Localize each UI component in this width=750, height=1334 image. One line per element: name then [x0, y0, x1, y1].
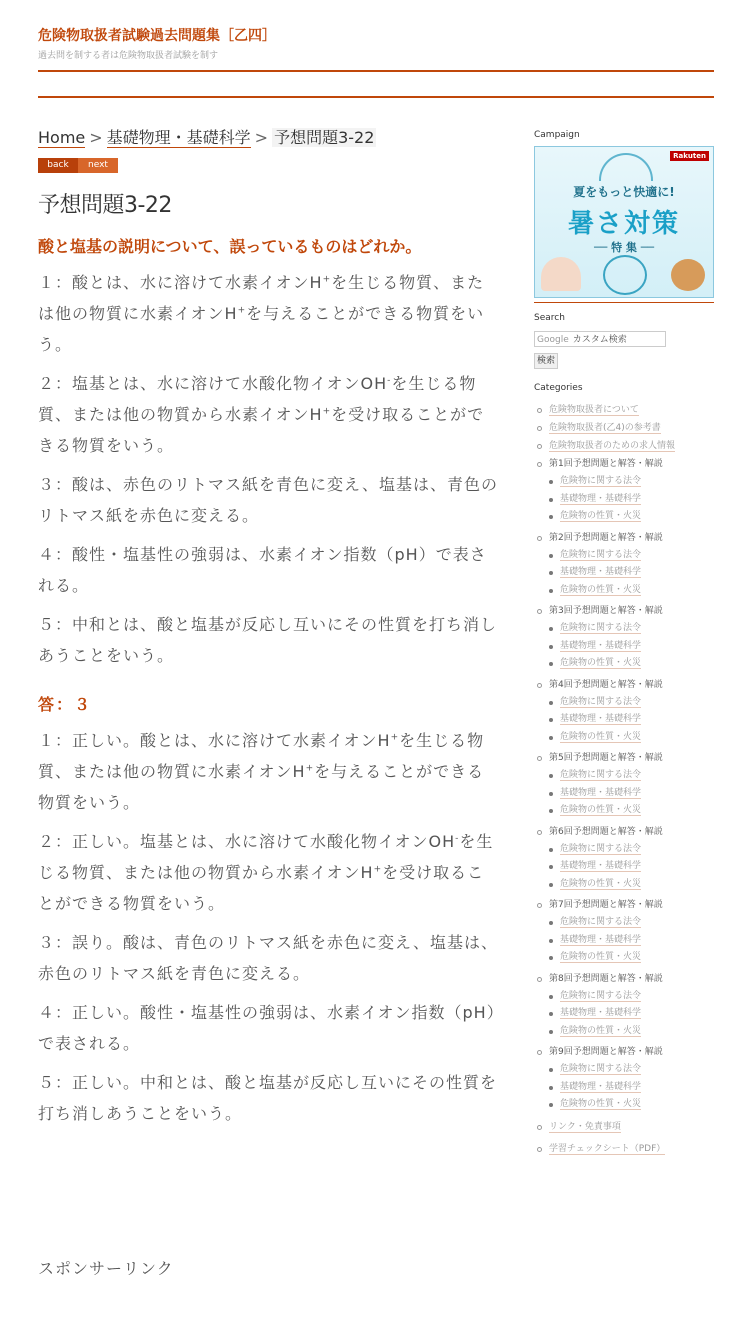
- category-link[interactable]: [534, 419, 716, 437]
- subcategory-list: [549, 1061, 716, 1114]
- subcategory-list: [549, 694, 716, 747]
- superscript: -: [387, 375, 392, 386]
- explanation-4: [38, 997, 498, 1059]
- subcategory-label: 危険物に関する法令: [560, 990, 642, 1001]
- widget-divider: [534, 302, 714, 303]
- choice-text: １：酸とは、水に溶けて水素イオンH: [38, 273, 323, 292]
- category-group-label[interactable]: 第6回予想問題と解答・解説: [549, 826, 663, 837]
- explanation-text: ３：誤り。酸は、青色のリトマス紙を赤色に変え、塩基は、赤色のリトマス紙を青色に変える。: [38, 933, 498, 983]
- explanation-2: [38, 826, 498, 919]
- header-divider: [38, 70, 714, 72]
- subcategory-label: 基礎物理・基礎科学: [560, 493, 642, 504]
- subcategory-label: 危険物の性質・火災: [560, 584, 642, 595]
- subcategory-link[interactable]: [534, 767, 716, 785]
- bear-icon: [603, 255, 647, 295]
- superscript: +: [322, 274, 332, 285]
- question-text: 酸と塩基の説明について、誤っているものはどれか。: [38, 237, 422, 256]
- subcategory-link[interactable]: [534, 932, 716, 950]
- breadcrumb-separator: >: [254, 128, 269, 147]
- subcategory-label: 基礎物理・基礎科学: [560, 1008, 642, 1018]
- subcategory-link[interactable]: [534, 711, 716, 729]
- subcategory-link[interactable]: [534, 858, 716, 876]
- category-link-label: リンク・免責事項: [549, 1121, 621, 1132]
- category-link[interactable]: [534, 401, 716, 419]
- answer-label: 答：３: [38, 695, 93, 714]
- category-group: [534, 676, 716, 747]
- category-link-label: 危険物取扱者のための求人情報: [549, 441, 676, 451]
- subcategory-link[interactable]: [534, 564, 716, 582]
- subcategory-label: 危険物に関する法令: [560, 696, 642, 707]
- choice-text: ２：塩基とは、水に溶けて水酸化物イオンOH: [38, 374, 388, 393]
- nav-divider: [38, 96, 714, 98]
- category-group: [534, 749, 716, 820]
- categories-title: Categories: [534, 383, 583, 393]
- subcategory-label: 危険物に関する法令: [560, 1064, 642, 1074]
- breadcrumb-separator: >: [89, 128, 103, 147]
- category-link-label: 学習チェックシート（PDF）: [549, 1143, 666, 1154]
- category-link-label: 危険物取扱者(乙4)の参考書: [549, 423, 661, 433]
- category-group-label[interactable]: 第3回予想問題と解答・解説: [549, 606, 663, 616]
- category-group: [534, 896, 716, 967]
- search-title: Search: [534, 313, 565, 323]
- sun-icon: [599, 153, 653, 181]
- search-placeholder: カスタム検索: [572, 335, 627, 345]
- subcategory-link[interactable]: [534, 582, 716, 600]
- superscript: +: [373, 864, 383, 875]
- subcategory-link[interactable]: [534, 988, 716, 1006]
- category-group: [534, 602, 716, 673]
- subcategory-link[interactable]: [534, 802, 716, 820]
- category-group-label[interactable]: 第4回予想問題と解答・解説: [549, 679, 663, 690]
- subcategory-link[interactable]: [534, 547, 716, 565]
- subcategory-list: [549, 988, 716, 1041]
- category-link[interactable]: [534, 1118, 716, 1136]
- post-title: 予想問題3-22: [38, 193, 172, 218]
- dog-illustration: [671, 259, 705, 291]
- subcategory-label: 危険物の性質・火災: [560, 805, 642, 815]
- subcategory-link[interactable]: [534, 1023, 716, 1041]
- google-logo: Google: [537, 335, 569, 345]
- explanation-text: を与えることができる物質をいう。: [38, 762, 485, 812]
- subcategory-label: 危険物の性質・火災: [560, 731, 642, 742]
- choice-text: を生じる物質、または他の物質から水素イオンH: [38, 374, 477, 424]
- category-link[interactable]: [534, 437, 716, 455]
- explanation-text: ５：正しい。中和とは、酸と塩基が反応し互いにその性質を打ち消しあうことをいう。: [38, 1073, 498, 1123]
- subcategory-label: 基礎物理・基礎科学: [560, 934, 642, 945]
- main-content: [38, 126, 498, 1129]
- explanation-text: を受け取ることができる物質をいう。: [38, 863, 485, 913]
- subcategory-list: [549, 547, 716, 600]
- category-link-label: 危険物取扱者について: [549, 405, 639, 415]
- subcategory-label: 危険物に関する法令: [560, 917, 642, 927]
- subcategory-label: 危険物に関する法令: [560, 843, 642, 854]
- subcategory-link[interactable]: [534, 491, 716, 509]
- category-group-label[interactable]: 第5回予想問題と解答・解説: [549, 753, 663, 763]
- choice-text: を与えることができる物質をいう。: [38, 304, 485, 354]
- superscript: -: [455, 833, 460, 844]
- search-button[interactable]: 検索: [534, 353, 558, 369]
- subcategory-list: [549, 620, 716, 673]
- category-list: [534, 401, 716, 1158]
- subcategory-label: 危険物の性質・火災: [560, 878, 642, 889]
- explanation-3: [38, 927, 498, 989]
- subcategory-link[interactable]: [534, 694, 716, 712]
- back-button[interactable]: back: [38, 158, 78, 173]
- campaign-banner[interactable]: [534, 146, 714, 298]
- subcategory-link[interactable]: [534, 876, 716, 894]
- subcategory-list: [549, 473, 716, 526]
- subcategory-list: [549, 767, 716, 820]
- subcategory-link[interactable]: [534, 508, 716, 526]
- superscript: +: [305, 763, 315, 774]
- choice-text: ５：中和とは、酸と塩基が反応し互いにその性質を打ち消しあうことをいう。: [38, 615, 498, 665]
- subcategory-label: 危険物の性質・火災: [560, 511, 642, 521]
- subcategory-link[interactable]: [534, 914, 716, 932]
- subcategory-label: 危険物に関する法令: [560, 549, 642, 560]
- subcategory-label: 基礎物理・基礎科学: [560, 861, 642, 871]
- category-group: [534, 1043, 716, 1114]
- subcategory-link[interactable]: [534, 1005, 716, 1023]
- category-group: [534, 823, 716, 894]
- banner-headline: 暑さ対策: [567, 209, 680, 239]
- category-group-label[interactable]: 第9回予想問題と解答・解説: [549, 1047, 663, 1057]
- subcategory-label: 基礎物理・基礎科学: [560, 640, 642, 651]
- explanation-text: ４：正しい。酸性・塩基性の強弱は、水素イオン指数（pH）で表される。: [38, 1003, 496, 1053]
- breadcrumb-category[interactable]: 基礎物理・基礎科学: [106, 128, 251, 147]
- explanation-1: [38, 725, 498, 818]
- subcategory-label: 危険物の性質・火災: [560, 1099, 642, 1109]
- subcategory-link[interactable]: [534, 1061, 716, 1079]
- explanation-text: を生じる物質、または他の物質から水素イオンH: [38, 832, 494, 882]
- choice-3: [38, 469, 498, 531]
- banner-subheadline: ── 特 集 ──: [594, 241, 654, 254]
- subcategory-link[interactable]: [534, 473, 716, 491]
- subcategory-link[interactable]: [534, 638, 716, 656]
- search-input[interactable]: [534, 331, 666, 347]
- site-tagline: 過去問を制する者は危険物取扱者試験を制す: [38, 51, 219, 61]
- next-button[interactable]: next: [78, 158, 118, 173]
- subcategory-label: 基礎物理・基礎科学: [560, 1081, 642, 1092]
- campaign-title: Campaign: [534, 130, 580, 140]
- choice-text: ３：酸は、赤色のリトマス紙を青色に変え、塩基は、青色のリトマス紙を赤色に変える。: [38, 475, 498, 525]
- category-group-label[interactable]: 第1回予想問題と解答・解説: [549, 459, 663, 469]
- subcategory-link[interactable]: [534, 785, 716, 803]
- choice-text: ４：酸性・塩基性の強弱は、水素イオン指数（pH）で表される。: [38, 545, 487, 595]
- subcategory-label: 危険物に関する法令: [560, 623, 642, 633]
- subcategory-link[interactable]: [534, 1096, 716, 1114]
- choice-text: を受け取ることができる物質をいう。: [38, 405, 485, 455]
- subcategory-link[interactable]: [534, 729, 716, 747]
- category-group: [534, 455, 716, 526]
- post-pager: [38, 158, 498, 173]
- choice-4: [38, 539, 498, 601]
- choice-2: [38, 368, 498, 461]
- sponsor-link-heading: スポンサーリンク: [38, 1259, 174, 1278]
- rakuten-logo: Rakuten: [670, 151, 709, 161]
- subcategory-list: [549, 914, 716, 967]
- subcategory-label: 危険物に関する法令: [560, 476, 642, 486]
- site-title[interactable]: 危険物取扱者試験過去問題集［乙四］: [38, 28, 276, 44]
- choice-5: [38, 609, 498, 671]
- choice-1: [38, 267, 498, 360]
- subcategory-label: 危険物に関する法令: [560, 770, 642, 780]
- breadcrumb-home[interactable]: Home: [38, 128, 86, 147]
- subcategory-label: 危険物の性質・火災: [560, 952, 642, 962]
- choice-text: を生じる物質、または他の物質に水素イオンH: [38, 273, 485, 323]
- subcategory-label: 危険物の性質・火災: [560, 658, 642, 668]
- explanation-text: ２：正しい。塩基とは、水に溶けて水酸化物イオンOH: [38, 832, 456, 851]
- explanation-text: １：正しい。酸とは、水に溶けて水素イオンH: [38, 731, 391, 750]
- subcategory-label: 基礎物理・基礎科学: [560, 567, 642, 577]
- sidebar: [534, 128, 716, 1158]
- explanation-text: を生じる物質、または他の物質に水素イオンH: [38, 731, 485, 781]
- category-group-label[interactable]: 第8回予想問題と解答・解説: [549, 973, 663, 984]
- superscript: +: [322, 406, 332, 417]
- subcategory-label: 危険物の性質・火災: [560, 1025, 642, 1036]
- category-group: [534, 529, 716, 600]
- banner-tagline: 夏をもっと快適に!: [573, 185, 675, 199]
- subcategory-list: [549, 841, 716, 894]
- subcategory-link[interactable]: [534, 949, 716, 967]
- explanation-5: [38, 1067, 498, 1129]
- subcategory-link[interactable]: [534, 655, 716, 673]
- superscript: +: [390, 732, 400, 743]
- subcategory-link[interactable]: [534, 620, 716, 638]
- category-group-label[interactable]: 第7回予想問題と解答・解説: [549, 900, 663, 910]
- category-link[interactable]: [534, 1140, 716, 1158]
- category-group: [534, 970, 716, 1041]
- subcategory-label: 基礎物理・基礎科学: [560, 787, 642, 798]
- subcategory-link[interactable]: [534, 1079, 716, 1097]
- breadcrumb-current: 予想問題3-22: [274, 128, 375, 147]
- breadcrumb: [38, 126, 498, 150]
- subcategory-link[interactable]: [534, 841, 716, 859]
- woman-illustration: [541, 257, 581, 291]
- superscript: +: [237, 305, 247, 316]
- site-header: [38, 26, 714, 62]
- category-group-label[interactable]: 第2回予想問題と解答・解説: [549, 532, 663, 543]
- subcategory-label: 基礎物理・基礎科学: [560, 714, 642, 724]
